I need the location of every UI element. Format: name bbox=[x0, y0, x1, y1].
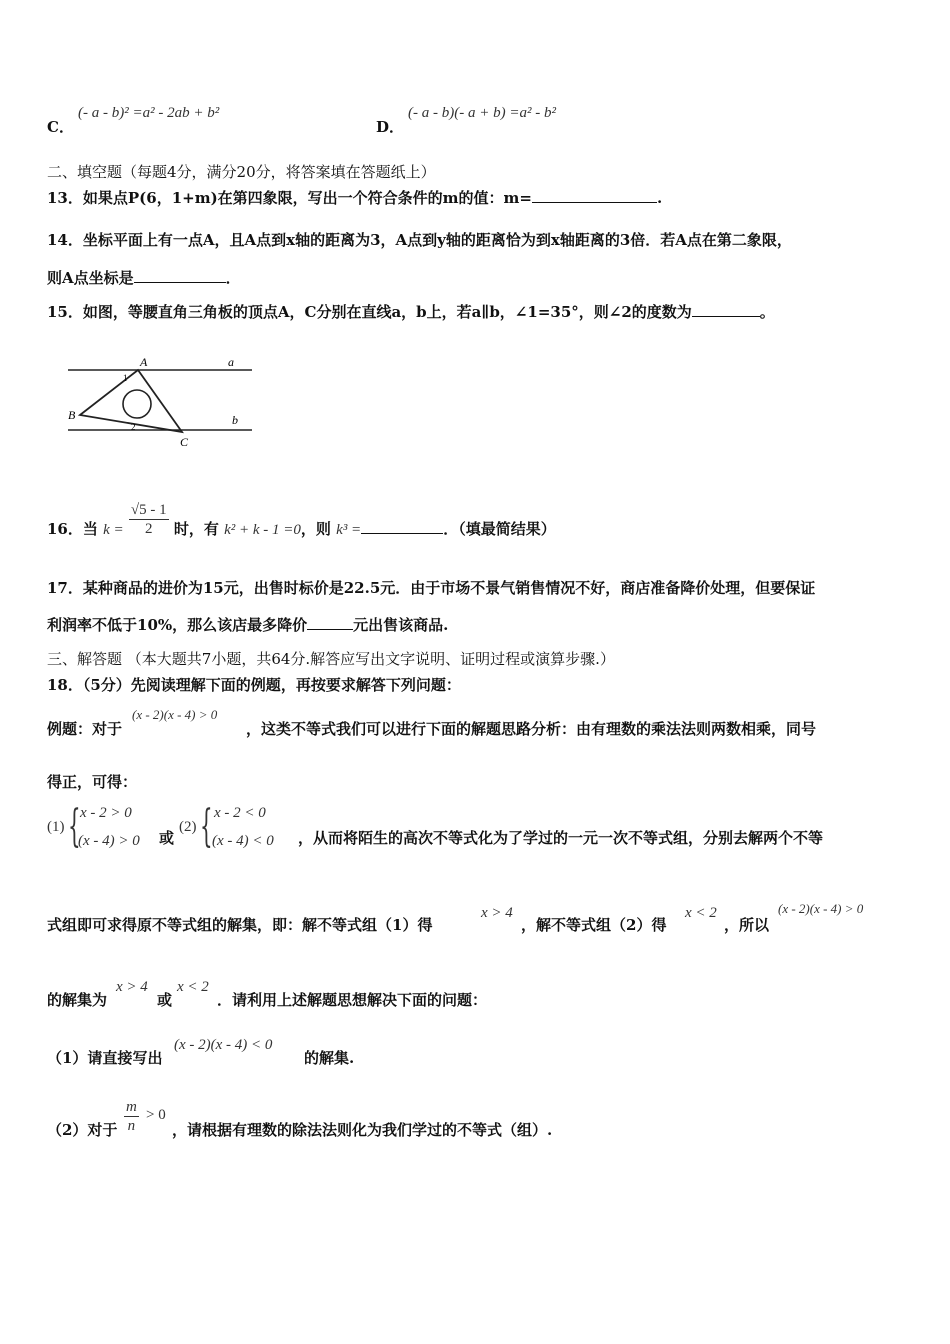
part2-suffix: ，请根据有理数的除法法则化为我们学过的不等式（组）. bbox=[172, 1121, 553, 1139]
question-16 bbox=[47, 501, 556, 540]
q14-text: 则A点坐标是 bbox=[47, 269, 134, 287]
label-point-c: C bbox=[180, 435, 189, 449]
solution-set-or: 或 bbox=[157, 991, 173, 1009]
q16-k-eq: k = bbox=[103, 522, 124, 538]
q16-equation: k² + k - 1 =0 bbox=[224, 522, 301, 538]
question-15 bbox=[47, 302, 775, 322]
q15-blank bbox=[692, 302, 760, 317]
q13-end: . bbox=[656, 189, 663, 207]
label-angle-2: 2 bbox=[131, 422, 136, 432]
q16-denominator: 2 bbox=[144, 520, 153, 537]
q15-text: 15．如图，等腰直角三角板的顶点A，C分别在直线a，b上，若a∥b，∠1=35°，则∠2的度数为 bbox=[47, 303, 692, 321]
q16-k3: k³ = bbox=[336, 522, 362, 538]
q13-text: 13．如果点P(6，1+m)在第四象限，写出一个符合条件的m的值：m= bbox=[47, 189, 532, 207]
q17-end: 元出售该商品. bbox=[353, 616, 449, 634]
section3-heading: 三、解答题 （本大题共7小题，共64分.解答应写出文字说明、证明过程或演算步骤.） bbox=[47, 650, 615, 668]
system1-label: (1) bbox=[47, 819, 65, 835]
q16-fraction bbox=[129, 501, 169, 538]
solution-set-suffix: ．请利用上述解题思想解决下面的问题： bbox=[217, 991, 488, 1009]
result-line: 得正，可得： bbox=[47, 773, 138, 791]
part2-numerator: m bbox=[126, 1099, 137, 1115]
example-prefix: 例题：对于 bbox=[47, 720, 123, 738]
q16-end: ．（填最简结果） bbox=[443, 520, 556, 538]
original-inequality: (x - 2)(x - 4) > 0 bbox=[778, 901, 864, 916]
part2-denominator: n bbox=[127, 1118, 136, 1134]
part1-inequality: (x - 2)(x - 4) < 0 bbox=[174, 1037, 273, 1053]
q16-prefix: 16．当 bbox=[47, 520, 98, 538]
or-1: 或 bbox=[159, 829, 175, 847]
label-line-b: b bbox=[232, 413, 238, 427]
q17-blank bbox=[307, 615, 353, 630]
q16-blank bbox=[361, 519, 443, 534]
solution-text-b: ，解不等式组（2）得 bbox=[521, 916, 667, 934]
question-14-line1: 14．坐标平面上有一点A，且A点到x轴的距离为3，A点到y轴的距离恰为到x轴距离的3倍．若A点在第二象限， bbox=[47, 231, 792, 249]
part1-suffix: 的解集. bbox=[304, 1049, 355, 1067]
q15-end: 。 bbox=[759, 303, 775, 321]
part2-prefix: （2）对于 bbox=[47, 1121, 118, 1139]
system2-brace: { bbox=[200, 801, 213, 852]
example-inequality: (x - 2)(x - 4) > 0 bbox=[132, 707, 218, 722]
question-13 bbox=[47, 188, 662, 208]
question-17-line1: 17．某种商品的进价为15元，出售时标价是22.5元．由于市场不景气销售情况不好，商店准备降价处理，但要保证 bbox=[47, 579, 816, 597]
system2-eq1: x - 2 < 0 bbox=[214, 805, 266, 821]
option-c-formula: (- a - b)² =a² - 2ab + b² bbox=[78, 105, 220, 121]
section2-heading: 二、填空题（每题4分，满分20分，将答案填在答题纸上） bbox=[47, 163, 436, 181]
solution-set-prefix: 的解集为 bbox=[47, 991, 108, 1009]
question-18-title: 18．（5分）先阅读理解下面的例题，再按要求解答下列问题： bbox=[47, 676, 461, 694]
system1-brace: { bbox=[68, 801, 81, 852]
option-d-formula: (- a - b)(- a + b) =a² - b² bbox=[408, 105, 556, 121]
label-point-b: B bbox=[68, 408, 76, 422]
q14-blank bbox=[134, 268, 226, 283]
part2-gt: > 0 bbox=[146, 1107, 166, 1123]
q16-numerator: √5 - 1 bbox=[130, 501, 167, 518]
system2-label: (2) bbox=[179, 819, 197, 835]
system1-eq1: x - 2 > 0 bbox=[80, 805, 132, 821]
q17-text: 利润率不低于10%，那么该店最多降价 bbox=[47, 616, 308, 634]
system2-eq2: (x - 4) < 0 bbox=[212, 833, 274, 849]
system-text: ，从而将陌生的高次不等式化为了学过的一元一次不等式组，分别去解两个不等 bbox=[298, 829, 824, 847]
question-17-line2 bbox=[47, 615, 448, 635]
solution-2: x < 2 bbox=[685, 905, 717, 921]
example-text: ，这类不等式我们可以进行下面的解题思路分析：由有理数的乘法法则两数相乘，同号 bbox=[246, 720, 817, 738]
label-point-a: A bbox=[140, 355, 148, 369]
part2-fraction bbox=[124, 1098, 139, 1135]
solution-set-a: x > 4 bbox=[116, 979, 148, 995]
triangle-figure bbox=[60, 348, 260, 454]
solution-text-c: ，所以 bbox=[724, 916, 770, 934]
part1-prefix: （1）请直接写出 bbox=[47, 1049, 163, 1067]
q14-end: ． bbox=[225, 269, 241, 287]
label-line-a: a bbox=[228, 355, 234, 369]
label-angle-1: 1 bbox=[123, 373, 128, 383]
solution-text-a: 式组即可求得原不等式组的解集，即：解不等式组（1）得 bbox=[47, 916, 433, 934]
solution-1: x > 4 bbox=[481, 905, 513, 921]
q16-mid2: ，则 bbox=[300, 520, 331, 538]
question-14-line2 bbox=[47, 268, 241, 288]
option-c-label: C． bbox=[47, 118, 74, 136]
solution-set-b: x < 2 bbox=[177, 979, 209, 995]
q16-mid: 时，有 bbox=[173, 520, 219, 538]
triangle-hole bbox=[123, 390, 151, 418]
q13-blank bbox=[532, 188, 657, 203]
option-d-label: D． bbox=[376, 118, 405, 136]
system1-eq2: (x - 4) > 0 bbox=[78, 833, 140, 849]
